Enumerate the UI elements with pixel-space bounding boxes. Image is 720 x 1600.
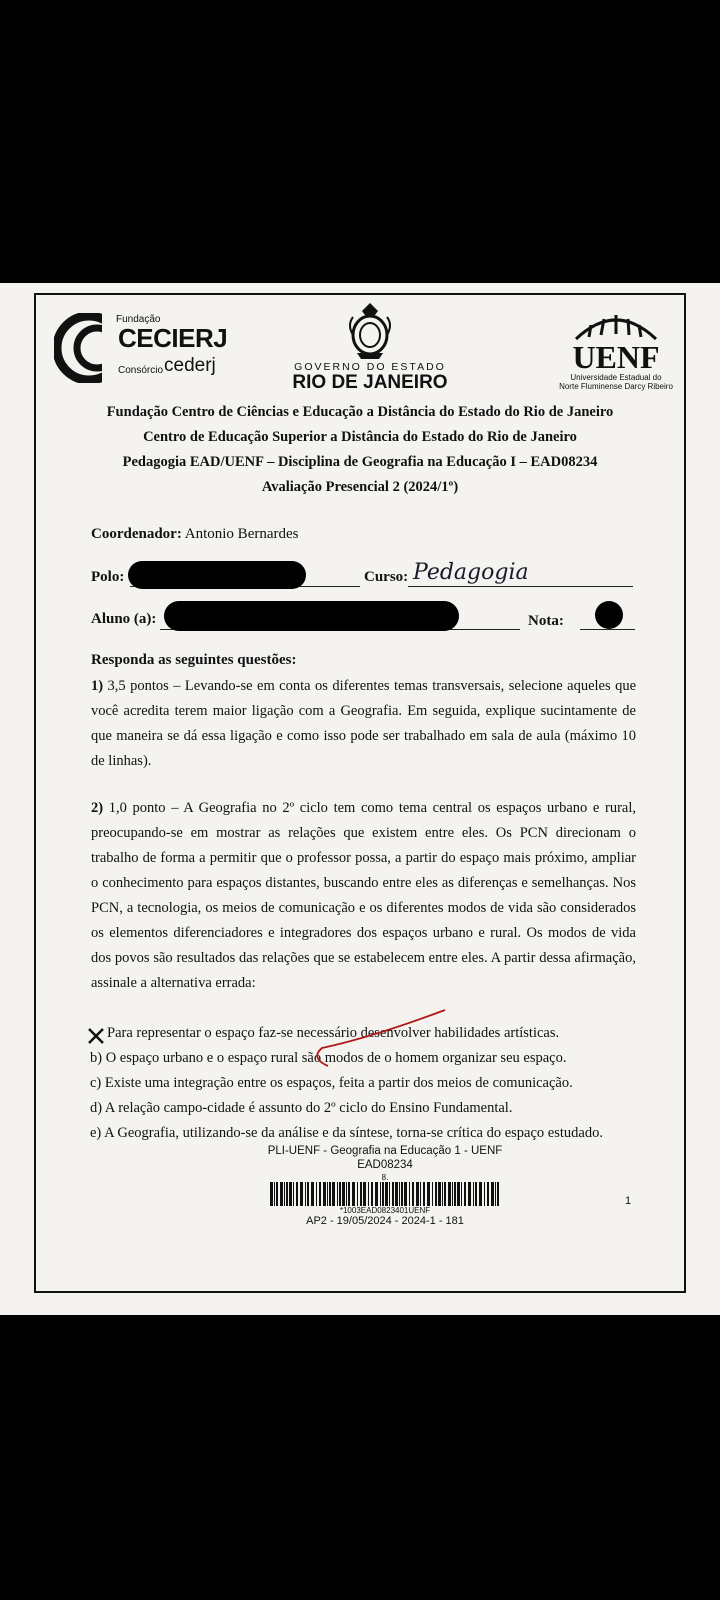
option-c: c) Existe uma integração entre os espaços, feita a partir dos meios de comunicação. (90, 1075, 573, 1091)
red-correction-mark-icon (300, 1008, 460, 1068)
cecierj-emblem-icon (54, 313, 124, 383)
option-e: e) A Geografia, utilizando-se da análise e da síntese, torna-se crítica do espaço estudado. (90, 1125, 603, 1141)
coordenador-label: Coordenador: (91, 526, 182, 542)
q2-number: 2) (91, 800, 104, 816)
footer-line-3: 8. (381, 1173, 389, 1182)
option-a-x-mark-icon (86, 1026, 106, 1046)
cecierj-fundacao: Fundação (116, 314, 161, 325)
cecierj-consorcio: Consórcio (118, 365, 164, 376)
uenf-arch-icon (571, 307, 661, 341)
coordenador-row (91, 526, 299, 543)
q2-text: 1,0 ponto – A Geografia no 2º ciclo tem como tema central os espaços urbano e rural, preocupando-se em mostrar as relações que existem entre eles. Os PCN direcionam o trabalho de forma a permitir que o professor possa, a partir do espaço mais próximo, ampliar o conhecimento para espaços distantes, buscando entre eles as diferenças e semelhanças. Nos PCN, a tecnologia, os meios de comunicação e os diferentes modos de vida são considerados os elementos diferenciadores e integradores dos espaços urbano e rural. Os modos de vida dos povos são resultados das relações que se estabelecem entre eles. A partir dessa afirmação, assinale a alternativa errada: (91, 800, 636, 991)
rj-estado: RIO DE JANEIRO (292, 372, 448, 393)
exam-sheet (0, 283, 720, 1315)
nota-line (580, 629, 635, 630)
nota-label: Nota: (528, 613, 564, 629)
question-1 (91, 674, 636, 774)
header-line-4: Avaliação Presencial 2 (2024/1º) (261, 479, 459, 495)
footer-line-4: AP2 - 19/05/2024 - 2024-1 - 181 (306, 1215, 464, 1227)
uenf-name: UENF (572, 339, 660, 375)
curso-label: Curso: (364, 569, 409, 585)
curso-value: Pedagogia (413, 560, 529, 585)
cecierj-logo (56, 313, 226, 383)
option-d: d) A relação campo-cidade é assunto do 2º ciclo do Ensino Fundamental. (90, 1100, 513, 1116)
aluno-label: Aluno (a): (91, 611, 157, 627)
option-b: b) O espaço urbano e o espaço rural são modos de o homem organizar seu espaço. (90, 1050, 567, 1066)
uenf-logo (556, 307, 676, 399)
header-line-3: Pedagogia EAD/UENF – Disciplina de Geografia na Educação I – EAD08234 (122, 454, 598, 470)
header-line-1: Fundação Centro de Ciências e Educação a Distância do Estado do Rio de Janeiro (106, 404, 614, 420)
cecierj-cederj: cederj (164, 355, 216, 376)
footer-line-1: PLI-UENF - Geografia na Educação 1 - UENF (267, 1145, 503, 1157)
q1-text: 3,5 pontos – Levando-se em conta os diferentes temas transversais, selecione aqueles que você acredita terem maior ligação com a Geografia. Em seguida, explique sucintamente de que maneira se dá essa ligação e como isso pode ser trabalhado em sala de aula (máximo 10 de linhas). (91, 678, 637, 769)
question-2 (91, 796, 636, 996)
aluno-redaction (164, 601, 459, 631)
curso-line (408, 586, 633, 587)
instructions: Responda as seguintes questões: (91, 652, 297, 668)
cecierj-name: CECIERJ (118, 323, 228, 353)
rj-coat-of-arms-icon (345, 301, 395, 361)
polo-label: Polo: (91, 569, 125, 585)
barcode-text: *1003EAD0823401UENF (339, 1206, 431, 1215)
page-number: 1 (625, 1195, 632, 1207)
q1-number: 1) (91, 678, 104, 694)
header-line-2: Centro de Educação Superior a Distância do Estado do Rio de Janeiro (143, 429, 577, 445)
polo-redaction (128, 561, 306, 589)
uenf-line2: Norte Fluminense Darcy Ribeiro (559, 382, 673, 391)
barcode (270, 1182, 502, 1206)
uenf-line1: Universidade Estadual do (570, 373, 662, 382)
coordenador-value: Antonio Bernardes (184, 526, 299, 542)
governo-rj-logo (290, 301, 450, 399)
option-a: Para representar o espaço faz-se necessário desenvolver habilidades artísticas. (107, 1025, 560, 1041)
footer-line-2: EAD08234 (357, 1159, 413, 1171)
nota-redaction (595, 601, 623, 629)
rj-governo: GOVERNO DO ESTADO (294, 361, 446, 373)
